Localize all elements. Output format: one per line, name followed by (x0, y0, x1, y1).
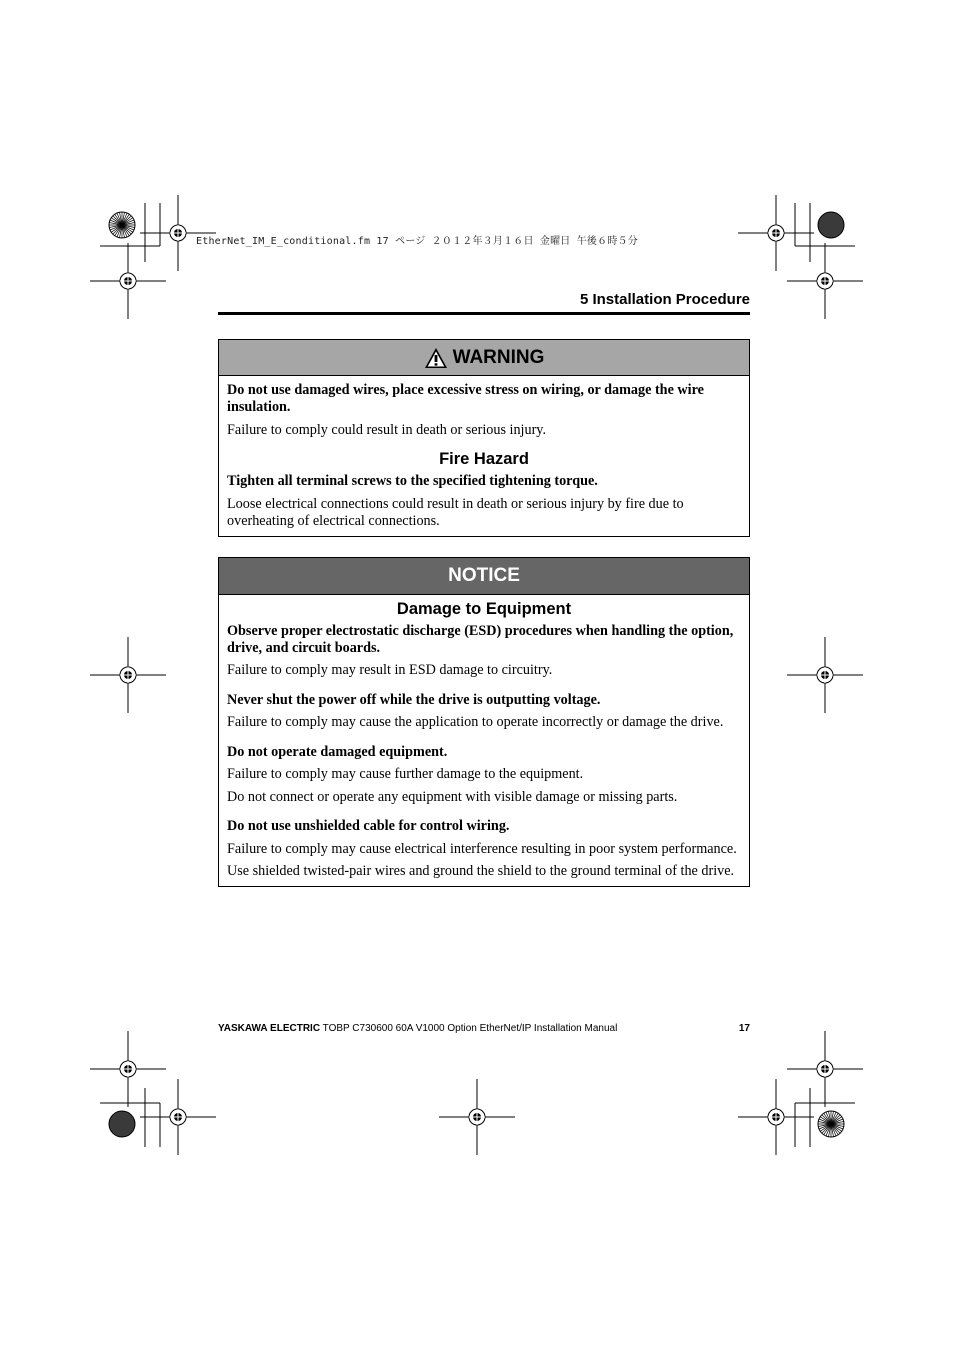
header-rule (218, 312, 750, 315)
notice-body (219, 595, 749, 886)
footer-brand: YASKAWA ELECTRIC (218, 1023, 321, 1034)
notice-b2-bold: Never shut the power off while the drive is outputting voltage. (227, 692, 601, 708)
warning-item2-bold: Tighten all terminal screws to the specified tightening torque. (227, 473, 598, 489)
notice-heading: NOTICE (448, 565, 520, 586)
notice-b4-text1: Failure to comply may cause electrical interference resulting in poor system performance. (227, 841, 737, 857)
warning-body (219, 376, 749, 536)
print-slug: EtherNet_IM_E_conditional.fm 17 ページ ２０１２年３月１６日 金曜日 午後６時５分 (196, 236, 638, 247)
damage-to-equipment-title: Damage to Equipment (396, 600, 572, 618)
notice-b3-text2: Do not connect or operate any equipment with visible damage or missing parts. (227, 789, 678, 805)
section-header: 5 Installation Procedure (579, 291, 750, 308)
warning-item1-text: Failure to comply could result in death or serious injury. (227, 422, 547, 438)
warning-item1-bold: Do not use damaged wires, place excessive stress on wiring, or damage the wire insulation. (227, 382, 704, 415)
notice-b3-text1: Failure to comply may cause further damage to the equipment. (227, 766, 584, 782)
warning-box (218, 339, 750, 537)
footer-doc-title: TOBP C730600 60A V1000 Option EtherNet/IP Installation Manual (320, 1023, 618, 1034)
page-number: 17 (738, 1023, 750, 1034)
notice-box (218, 557, 750, 887)
notice-header (219, 558, 749, 595)
warning-triangle-icon (424, 347, 448, 369)
warning-header (219, 340, 749, 376)
notice-b2-text: Failure to comply may cause the application to operate incorrectly or damage the drive. (227, 714, 724, 730)
notice-b4-text2: Use shielded twisted-pair wires and ground the shield to the ground terminal of the drive. (227, 863, 735, 879)
footer-doc-info (218, 1023, 617, 1034)
warning-item2-text: Loose electrical connections could result in death or serious injury by fire due to overheating of electrical connections. (227, 496, 684, 529)
notice-b1-text: Failure to comply may result in ESD damage to circuitry. (227, 662, 553, 678)
notice-b1-bold: Observe proper electrostatic discharge (ESD) procedures when handling the option, drive, and circuit boards. (227, 623, 734, 656)
notice-b3-bold: Do not operate damaged equipment. (227, 744, 448, 760)
notice-b4-bold: Do not use unshielded cable for control wiring. (227, 818, 510, 834)
warning-heading: WARNING (452, 346, 545, 368)
fire-hazard-title: Fire Hazard (439, 450, 529, 468)
